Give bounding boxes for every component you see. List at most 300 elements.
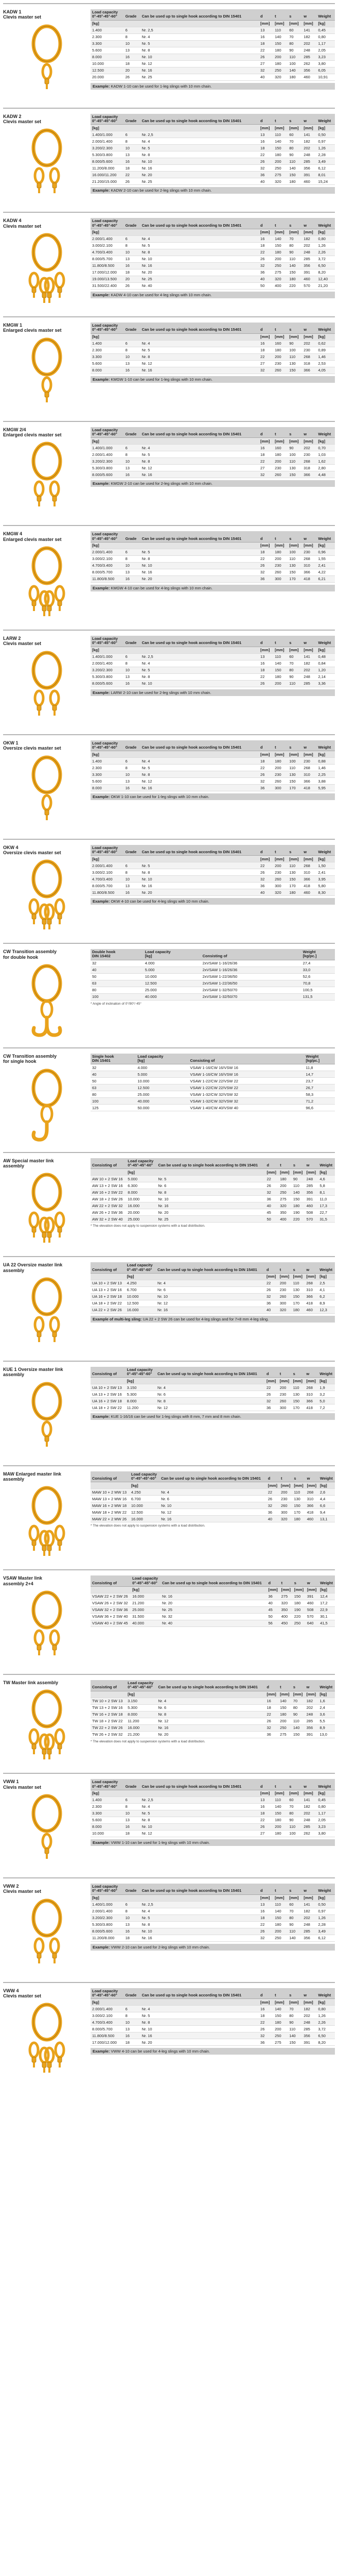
spec-cell: 366 [302, 569, 316, 575]
table-row [91, 2019, 335, 2026]
spec-cell: 6,50 [316, 2032, 335, 2039]
spec-cell: 180 [273, 1830, 288, 1837]
spec-cell: Nr. 10 [140, 256, 259, 262]
table-row [91, 249, 335, 256]
spec-cell: Nr. 12 [156, 1718, 265, 1724]
spec-cell: 32 [259, 1935, 273, 1941]
spec-header-cell: Can be used up to single hook according to DIN 15401 [140, 531, 259, 542]
spec-cell: 460 [302, 889, 316, 896]
spec-cell: 170 [288, 883, 302, 889]
spec-cell: 200 [278, 1280, 292, 1286]
spec-unit-cell: [kg] [316, 647, 335, 653]
spec-cell: 150 [292, 1398, 305, 1404]
spec-unit-cell [124, 125, 140, 131]
table-row [91, 353, 335, 360]
spec-cell: 10.000 [144, 973, 201, 980]
coupling-shape [58, 1744, 62, 1749]
master-link-outline [33, 548, 60, 583]
spec-cell: Nr. 4 [156, 1280, 265, 1286]
spec-cell: 17,3 [318, 1202, 335, 1209]
spec-header-cell: Load capacity 0°-45°-45°-60° [91, 427, 124, 438]
spec-header-cell [295, 949, 301, 960]
spec-cell: 32 [259, 2032, 273, 2039]
spec-cell: 110 [292, 1384, 305, 1391]
spec-cell: 4.700/3.400 [91, 249, 124, 256]
spec-unit-cell [140, 438, 259, 445]
spec-header-cell: Weight [318, 1262, 335, 1273]
spec-cell: 26 [259, 1823, 273, 1830]
spec-cell: 1.400 [91, 340, 124, 347]
spec-unit-cell: [mm] [273, 333, 288, 340]
product-name: MAW Enlarged master link assembly [3, 1471, 62, 1482]
table-row [91, 54, 335, 60]
table-row [91, 1078, 335, 1084]
spec-cell: Nr. 8 [140, 1817, 259, 1823]
spec-cell: 13 [124, 2026, 140, 2032]
spec-cell: 110 [292, 1280, 305, 1286]
spec-cell: Nr. 12 [140, 60, 259, 67]
product-name: CW Transition assembly for double hook [3, 949, 57, 960]
spec-cell: 0,45 [316, 27, 335, 33]
spec-cell: Nr. 8 [156, 1189, 265, 1196]
spec-cell: 182 [302, 235, 316, 242]
spec-cell: 170 [292, 1404, 305, 1411]
spec-cell: Nr. 16 [161, 1593, 266, 1600]
spec-cell: 460 [305, 1307, 318, 1313]
spec-cell: UA 16 + 2 SW 18 [91, 1293, 126, 1300]
table-row [91, 1823, 335, 1830]
spec-cell: 32 [265, 1189, 279, 1196]
spec-cell: 140 [278, 1698, 292, 1704]
spec-cell: 150 [273, 145, 288, 151]
master-link-outline [33, 340, 60, 375]
product-info [3, 1779, 91, 1871]
spec-cell [288, 1078, 293, 1084]
table-row [91, 987, 335, 993]
spec-cell: Nr. 8 [156, 1711, 265, 1718]
spec-header-cell: Weight [kg/pc.] [304, 1054, 335, 1064]
spec-cell: 8 [124, 1803, 140, 1810]
product-section [3, 1256, 335, 1361]
coupling-shape [32, 2057, 36, 2062]
spec-cell: 2xVSAW 1-32/50/70 [201, 987, 277, 993]
product-illustration [3, 751, 91, 833]
spec-cell: 11.800/8.500 [91, 575, 124, 582]
spec-cell: 25.000 [126, 1216, 156, 1223]
spec-cell: Nr. 12 [140, 465, 259, 471]
spec-cell: 26 [266, 1496, 279, 1502]
spec-cell: 100 [288, 60, 302, 67]
spec-units-row [91, 542, 335, 549]
spec-cell: Nr. 16 [156, 1724, 265, 1731]
spec-cell: 16 [124, 1928, 140, 1935]
product-illustration [3, 855, 91, 937]
spec-cell: 1,46 [316, 765, 335, 771]
spec-cell: 8 [124, 242, 140, 249]
spec-cell: 150 [273, 1810, 288, 1817]
spec-header-cell: Grade [124, 636, 140, 647]
spec-unit-cell [156, 1691, 265, 1698]
spec-cell: 230 [302, 451, 316, 458]
spec-table [91, 1779, 335, 1837]
spec-cell: 5.300/3.800 [91, 1921, 124, 1928]
spec-cell: 90 [288, 47, 302, 54]
spec-unit-cell [140, 1999, 259, 2006]
spec-cell: 8 [124, 660, 140, 667]
spec-cell: 200 [278, 1182, 292, 1189]
coupling-shape [58, 1227, 62, 1232]
spec-cell: Nr. 12 [159, 1509, 266, 1516]
spec-header-cell: Load capacity 0°-45°-45°-60° [91, 9, 124, 20]
spec-cell: 18 [259, 40, 273, 47]
spec-cell: 250 [293, 1620, 306, 1626]
spec-cell: 8.000/5.600 [91, 680, 124, 687]
spec-cell: 285 [302, 680, 316, 687]
spec-cell: 400 [278, 1216, 292, 1223]
spec-cell [277, 973, 283, 980]
spec-cell: AW 13 + 2 SW 16 [91, 1182, 126, 1189]
spec-cell: 2.000/1.400 [91, 862, 124, 869]
master-set-2-icon [19, 442, 75, 519]
spec-cell: 110 [292, 1489, 305, 1496]
spec-cell: 150 [288, 269, 302, 276]
spec-cell: Nr. 8 [140, 353, 259, 360]
spec-cell: 6 [124, 445, 140, 451]
spec-cell: Nr. 6 [156, 1704, 265, 1711]
product-section [3, 421, 335, 526]
spec-cell: 16 [124, 471, 140, 478]
spec-cell: 150 [288, 471, 302, 478]
spec-cell [295, 987, 301, 993]
spec-cell: 180 [273, 549, 288, 555]
spec-cell: 40 [266, 1516, 279, 1522]
spec-cell: 36 [265, 1404, 278, 1411]
spec-cell: 8.000 [126, 1398, 156, 1404]
spec-cell: 508 [305, 1209, 318, 1216]
spec-cell: 18 [259, 2012, 273, 2019]
product-illustration [3, 1586, 91, 1668]
product-section [3, 525, 335, 630]
spec-header-cell: w [305, 1680, 318, 1691]
spec-cell: 32 [259, 471, 273, 478]
spec-header-cell: t [279, 1471, 292, 1482]
spec-cell: 80 [91, 1091, 136, 1098]
spec-cell: Nr. 8 [140, 47, 259, 54]
product-illustration [3, 1998, 91, 2080]
spec-header-cell: Can be used up to single hook according to DIN 15401 [140, 636, 259, 647]
spec-cell: 4,1 [318, 1286, 335, 1293]
spec-cell: 1,03 [316, 451, 335, 458]
spec-header-cell: s [288, 1884, 302, 1894]
spec-units-row [91, 1691, 335, 1698]
spec-cell: TW 10 + 2 SW 13 [91, 1698, 126, 1704]
spec-header-cell: w [305, 1158, 318, 1169]
spec-cell: 17,2 [318, 1600, 335, 1606]
spec-cell: 6,12 [316, 1935, 335, 1941]
spec-cell: 140 [273, 1803, 288, 1810]
spec-cell: 1,17 [316, 1810, 335, 1817]
spec-cell: 11.200 [126, 1404, 156, 1411]
master-link-outline [33, 444, 60, 479]
spec-table [91, 218, 335, 290]
spec-units-row [91, 1273, 335, 1280]
product-name: UA 22 Oversize master link assembly [3, 1262, 63, 1273]
product-spec [91, 218, 335, 310]
spec-cell: 10,91 [316, 74, 335, 80]
spec-table [91, 1884, 335, 1942]
spec-cell [277, 960, 283, 967]
spec-cell: MAW 13 + 2 MW 16 [91, 1496, 130, 1502]
spec-cell: 18 [259, 451, 273, 458]
spec-cell: 30,1 [318, 1613, 335, 1620]
table-row [91, 262, 335, 269]
spec-cell: 1.400/1.000 [91, 653, 124, 660]
spec-cell: 391 [305, 1731, 318, 1738]
spec-cell: 6 [124, 549, 140, 555]
spec-cell: 10 [124, 1914, 140, 1921]
product-section [3, 1047, 335, 1152]
spec-cell: 3,80 [316, 1830, 335, 1837]
master-set-1-icon [19, 337, 75, 415]
spec-cell: 3,49 [316, 158, 335, 165]
spec-cell: Nr. 6 [156, 1182, 265, 1189]
table-row [91, 1300, 335, 1307]
spec-header-row [91, 1884, 335, 1894]
spec-cell: 11.800/8.500 [91, 889, 124, 896]
table-row [91, 1718, 335, 1724]
spec-cell [282, 1071, 288, 1078]
spec-header-cell: s [292, 1262, 305, 1273]
spec-cell: 3,23 [316, 54, 335, 60]
spec-header-cell: Can be used up to single hook according to DIN 15401 [140, 114, 259, 125]
spec-cell: 182 [302, 660, 316, 667]
spec-unit-cell: [mm] [259, 647, 273, 653]
spec-units-row [91, 438, 335, 445]
spec-header-cell: Grade [124, 427, 140, 438]
spec-header-cell: s [288, 9, 302, 20]
spec-header-cell: t [273, 114, 288, 125]
spec-cell [298, 1091, 304, 1098]
spec-unit-cell: [mm] [273, 229, 288, 235]
master-set-2-icon [19, 651, 75, 728]
spec-unit-cell: [mm] [259, 856, 273, 862]
spec-cell [283, 980, 289, 987]
spec-cell: 70 [292, 1698, 305, 1704]
product-spec [91, 1575, 335, 1668]
table-row [91, 282, 335, 289]
spec-cell: 18 [259, 758, 273, 765]
spec-cell: 13,0 [318, 1731, 335, 1738]
spec-cell: 2.000/1.400 [91, 235, 124, 242]
spec-cell: 300 [278, 1300, 292, 1307]
spec-cell: VSAW 32 + 2 SW 36 [91, 1606, 131, 1613]
spec-cell: 3.150 [126, 1698, 156, 1704]
spec-cell: 32 [91, 1064, 136, 1071]
spec-table [91, 845, 335, 896]
spec-unit-cell: [mm] [259, 1790, 273, 1797]
spec-cell: UA 10 + 2 SW 13 [91, 1384, 126, 1391]
table-row [91, 1098, 335, 1105]
coupling-shape [32, 1744, 36, 1749]
coupling-shape [45, 392, 49, 397]
spec-unit-cell: [kg] [91, 1999, 124, 2006]
product-spec [91, 531, 335, 623]
sub-link-shape [30, 1213, 38, 1227]
spec-cell: 150 [273, 242, 288, 249]
spec-cell [288, 1105, 293, 1111]
spec-cell: 366 [302, 367, 316, 374]
spec-header-cell: t [278, 1262, 292, 1273]
spec-cell: 10 [124, 876, 140, 883]
spec-cell: 16 [259, 33, 273, 40]
spec-header-cell: Grade [124, 114, 140, 125]
spec-cell: 5.600 [91, 1817, 124, 1823]
spec-header-row [91, 1158, 335, 1169]
spec-cell: 56 [266, 1620, 279, 1626]
spec-cell: 285 [302, 54, 316, 60]
spec-cell: 230 [302, 758, 316, 765]
spec-cell: AW 26 + 2 SW 36 [91, 1209, 126, 1216]
spec-cell: 20 [124, 67, 140, 74]
coupling-shape [52, 1645, 57, 1650]
table-row [91, 1921, 335, 1928]
spec-cell: 16.000 [130, 1516, 159, 1522]
coupling-shape [42, 2062, 46, 2067]
spec-cell: AW 16 + 2 SW 22 [91, 1189, 126, 1196]
spec-cell: 80 [292, 1704, 305, 1711]
spec-cell: 250 [273, 165, 288, 172]
spec-unit-cell: [kg] [316, 1790, 335, 1797]
spec-cell: 31.500/22.400 [91, 282, 124, 289]
spec-cell: 5.300 [126, 1391, 156, 1398]
spec-cell: Nr. 8 [140, 673, 259, 680]
spec-cell: 180 [292, 1516, 305, 1522]
spec-header-row [91, 740, 335, 751]
spec-cell [277, 993, 283, 1000]
spec-cell: 27 [259, 465, 273, 471]
spec-cell: 12.500 [91, 67, 124, 74]
spec-header-row [91, 1367, 335, 1378]
product-name: OKW 4 Oversize clevis master set [3, 844, 61, 855]
spec-unit-cell: [mm] [278, 1169, 292, 1176]
spec-unit-cell [140, 125, 259, 131]
table-row [91, 1914, 335, 1921]
spec-cell: 16 [124, 889, 140, 896]
spec-cell: 8.000/5.700 [91, 883, 124, 889]
spec-cell: 26 [265, 1718, 278, 1724]
master-link-outline [33, 966, 60, 1001]
product-section [3, 1465, 335, 1570]
spec-unit-cell: [mm] [273, 438, 288, 445]
spec-unit-cell: [mm] [292, 1691, 305, 1698]
spec-unit-cell: [kg] [91, 751, 124, 758]
spec-unit-cell: [kg] [131, 1586, 161, 1593]
coupling-shape [32, 601, 36, 606]
spec-cell: Nr. 10 [156, 1293, 265, 1300]
spec-cell: 0,88 [316, 758, 335, 765]
spec-cell [289, 967, 295, 973]
spec-cell: 460 [302, 276, 316, 282]
spec-cell: 6 [124, 27, 140, 33]
spec-cell: 26 [259, 158, 273, 165]
spec-cell [298, 1064, 304, 1071]
spec-cell: 90 [292, 1711, 305, 1718]
spec-cell: 2,26 [316, 2019, 335, 2026]
spec-unit-cell: [mm] [292, 1169, 305, 1176]
spec-cell: TW 26 + 2 SW 32 [91, 1731, 126, 1738]
spec-unit-cell: [mm] [302, 125, 316, 131]
coupling-shape [37, 1645, 41, 1650]
spec-cell: 21.200 [126, 1731, 156, 1738]
spec-unit-cell: [mm] [288, 20, 302, 27]
spec-cell: Nr. 10 [140, 680, 259, 687]
spec-units-row [91, 1482, 335, 1489]
spec-cell: 27 [259, 60, 273, 67]
master-link-outline [33, 1071, 60, 1106]
master-link-outline [33, 1175, 60, 1210]
table-row [91, 1908, 335, 1914]
table-row [91, 1724, 335, 1731]
spec-cell: Nr. 16 [140, 883, 259, 889]
spec-cell: 32 [265, 1293, 278, 1300]
spec-unit-cell [140, 229, 259, 235]
single-hook-icon [19, 1069, 75, 1146]
spec-cell: 63 [91, 980, 144, 987]
spec-cell: 100 [288, 347, 302, 353]
spec-cell: 25.000 [144, 987, 201, 993]
coupling-shape [52, 183, 57, 188]
spec-header-cell: d [259, 9, 273, 20]
spec-cell: UA 13 + 2 SW 16 [91, 1286, 126, 1293]
product-name: KMGW 2/4 Enlarged clevis master set [3, 427, 62, 438]
table-row [91, 1196, 335, 1202]
table-row [91, 242, 335, 249]
spec-cell: 8.000 [91, 367, 124, 374]
spec-cell: 300 [273, 883, 288, 889]
spec-cell: 13 [124, 673, 140, 680]
master-link-outline [33, 1488, 60, 1523]
sub-link-shape [35, 168, 43, 183]
spec-header-cell: Can be used up to single hook according to DIN 15401 [156, 1158, 265, 1169]
product-spec [91, 1262, 335, 1354]
master-link-outline [33, 1901, 60, 1936]
coupling-shape [52, 1953, 57, 1958]
spec-cell: 250 [278, 1189, 292, 1196]
spec-cell: Nr. 12 [140, 1830, 259, 1837]
spec-unit-cell: [kg] [91, 333, 124, 340]
master-set-4-icon [19, 1486, 75, 1563]
product-info [3, 1575, 91, 1668]
table-row [91, 1398, 335, 1404]
spec-cell: 16.000/11.200 [91, 172, 124, 178]
spec-cell: 400 [280, 1613, 293, 1620]
spec-cell: 450 [280, 1620, 293, 1626]
spec-cell: AW 10 + 2 SW 16 [91, 1176, 126, 1182]
spec-header-row [91, 531, 335, 542]
example-label: Example: [93, 585, 110, 590]
spec-cell: Nr. 25 [140, 276, 259, 282]
spec-header-row [91, 1779, 335, 1790]
spec-cell: 260 [278, 1398, 292, 1404]
example-text: KMGW 2-10 can be used for 2-leg slings with 10 mm chain. [111, 481, 213, 486]
spec-table [91, 1367, 335, 1412]
spec-header-cell: s [292, 1158, 305, 1169]
coupling-shape [47, 2062, 51, 2067]
example-text: LARW 2-10 can be used for 2-leg slings with 10 mm chain. [111, 690, 211, 695]
spec-cell: 1,26 [316, 145, 335, 151]
spec-unit-cell: [kg] [91, 856, 124, 862]
spec-cell: 10.000 [91, 1830, 124, 1837]
